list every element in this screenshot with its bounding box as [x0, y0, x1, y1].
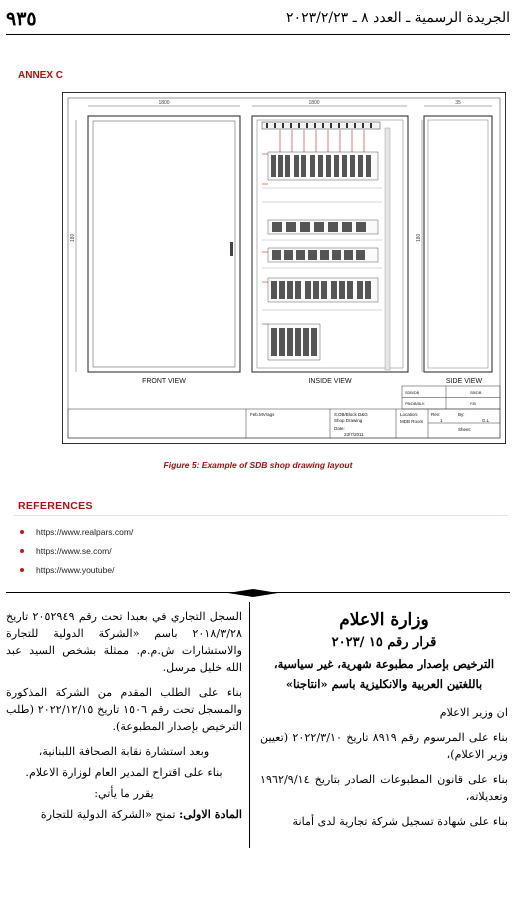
article-paragraph [6, 806, 242, 823]
reference-item [20, 527, 133, 546]
paragraph: ان وزير الاعلام [439, 706, 508, 719]
bullet-icon [20, 549, 24, 553]
decree-column-right [260, 608, 508, 838]
title-rev: 1 [440, 418, 443, 423]
inside-view-panel [252, 116, 408, 372]
title-side-row-1a: SDB/DB [405, 391, 420, 395]
article-label: المادة الاولى: [179, 807, 242, 821]
title-side-row-1b: SB/DB [470, 391, 482, 395]
reference-link[interactable]: https://www.se.com/ [36, 546, 112, 556]
paragraph: السجل التجاري في بعبدا تحت رقم ٢٠٥٢٩٤٩ تاريخ ٢٠١٨/٣/٢٨ باسم «الشركة الدولية للتجارة والاستشارات ش.م.م. ممثلة بشخص السيد عبد الله خليل مرسل. [6, 610, 242, 674]
title-rev-label: Rev: [431, 412, 441, 417]
article-text: تمنح «الشركة الدولية للتجارة [40, 808, 176, 821]
decision-number: قرار رقم ١٥ /٢٠٢٣ [331, 635, 437, 650]
bullet-icon [20, 568, 24, 572]
paragraph: بناء على شهادة تسجيل شركة تجارية لدى أمانة [292, 815, 508, 828]
reference-item [20, 546, 133, 565]
inside-view-label: INSIDE VIEW [308, 378, 352, 385]
title-drawing-line-2: Shop Drawing [334, 418, 363, 423]
title-location: MDB Room [400, 419, 424, 424]
side-width-dim: 35 [455, 100, 461, 106]
title-drawing-line-1: S.DB/Block D&G [334, 412, 368, 417]
title-side-row-2a: PB/DB/BLK [405, 402, 425, 406]
paragraph: يقرر ما يأتي: [94, 787, 154, 800]
decree-column-left [6, 608, 242, 831]
inside-width-dim: 1800 [308, 100, 320, 106]
title-project: Feb.MVrags [250, 412, 275, 417]
side-view-panel [424, 116, 492, 372]
references-list [20, 527, 133, 584]
page-header [6, 8, 510, 32]
paragraph: بناء على اقتراح المدير العام لوزارة الاعلام. [25, 766, 223, 779]
page-number: ٩٣٥ [6, 8, 37, 30]
column-separator [249, 602, 250, 848]
paragraph: بناء على قانون المطبوعات الصادر بتاريخ ١٩٦٢/٩/١٤ وتعديلاته، [260, 773, 508, 803]
front-view-panel [88, 116, 240, 372]
title-sheet-label: Sheet: [458, 427, 472, 432]
annex-label: ANNEX C [18, 70, 64, 81]
paragraph: وبعد استشارة نقابة الصحافة اللبنانية، [38, 745, 210, 758]
gazette-title: الجريدة الرسمية ـ العدد ٨ ـ ٢٠٢٣/٢/٢٣ [286, 10, 510, 26]
sdb-shop-drawing [62, 92, 506, 444]
paragraph: بناء على المرسوم رقم ٨٩١٩ تاريخ ٢٠٢٢/٣/١٠ (تعيين وزير الاعلام)، [260, 731, 509, 761]
title-by: G.L [482, 418, 490, 423]
title-date: 23/7/2011 [344, 432, 364, 437]
ministry-heading: وزارة الاعلام [339, 610, 429, 630]
side-view-label: SIDE VIEW [445, 378, 483, 385]
height-dim-right: 180 [416, 233, 422, 242]
title-location-label: Location: [400, 412, 419, 417]
reference-link[interactable]: https://www.realpars.com/ [36, 527, 134, 537]
bullet-icon [20, 530, 24, 534]
diamond-ornament-icon [228, 589, 278, 597]
figure-caption: Figure 5: Example of SDB shop drawing layout [163, 460, 353, 470]
height-dim: 180 [70, 233, 76, 242]
title-by-label: By: [458, 412, 465, 417]
reference-item [20, 565, 133, 584]
header-rule [6, 34, 510, 35]
reference-link[interactable]: https://www.youtube/ [36, 565, 115, 575]
references-title: REFERENCES [18, 500, 93, 512]
front-width-dim: 1800 [158, 100, 170, 106]
title-side-row-2b: F/B [470, 402, 476, 406]
paragraph: بناء على الطلب المقدم من الشركة المذكورة والمسجل تحت رقم ١٥٠٦ تاريخ ٢٠٢٢/١٢/١٥ (طلب الترخيص بإصدار المطبوعة). [6, 686, 243, 733]
decision-subject: الترخيص بإصدار مطبوعة شهرية، غير سياسية، باللغتين العربية والانكليزية باسم «انتاجنا» [273, 657, 495, 691]
title-date-label: Date: [334, 426, 345, 431]
front-view-label: FRONT VIEW [142, 378, 186, 385]
references-band [14, 497, 508, 516]
